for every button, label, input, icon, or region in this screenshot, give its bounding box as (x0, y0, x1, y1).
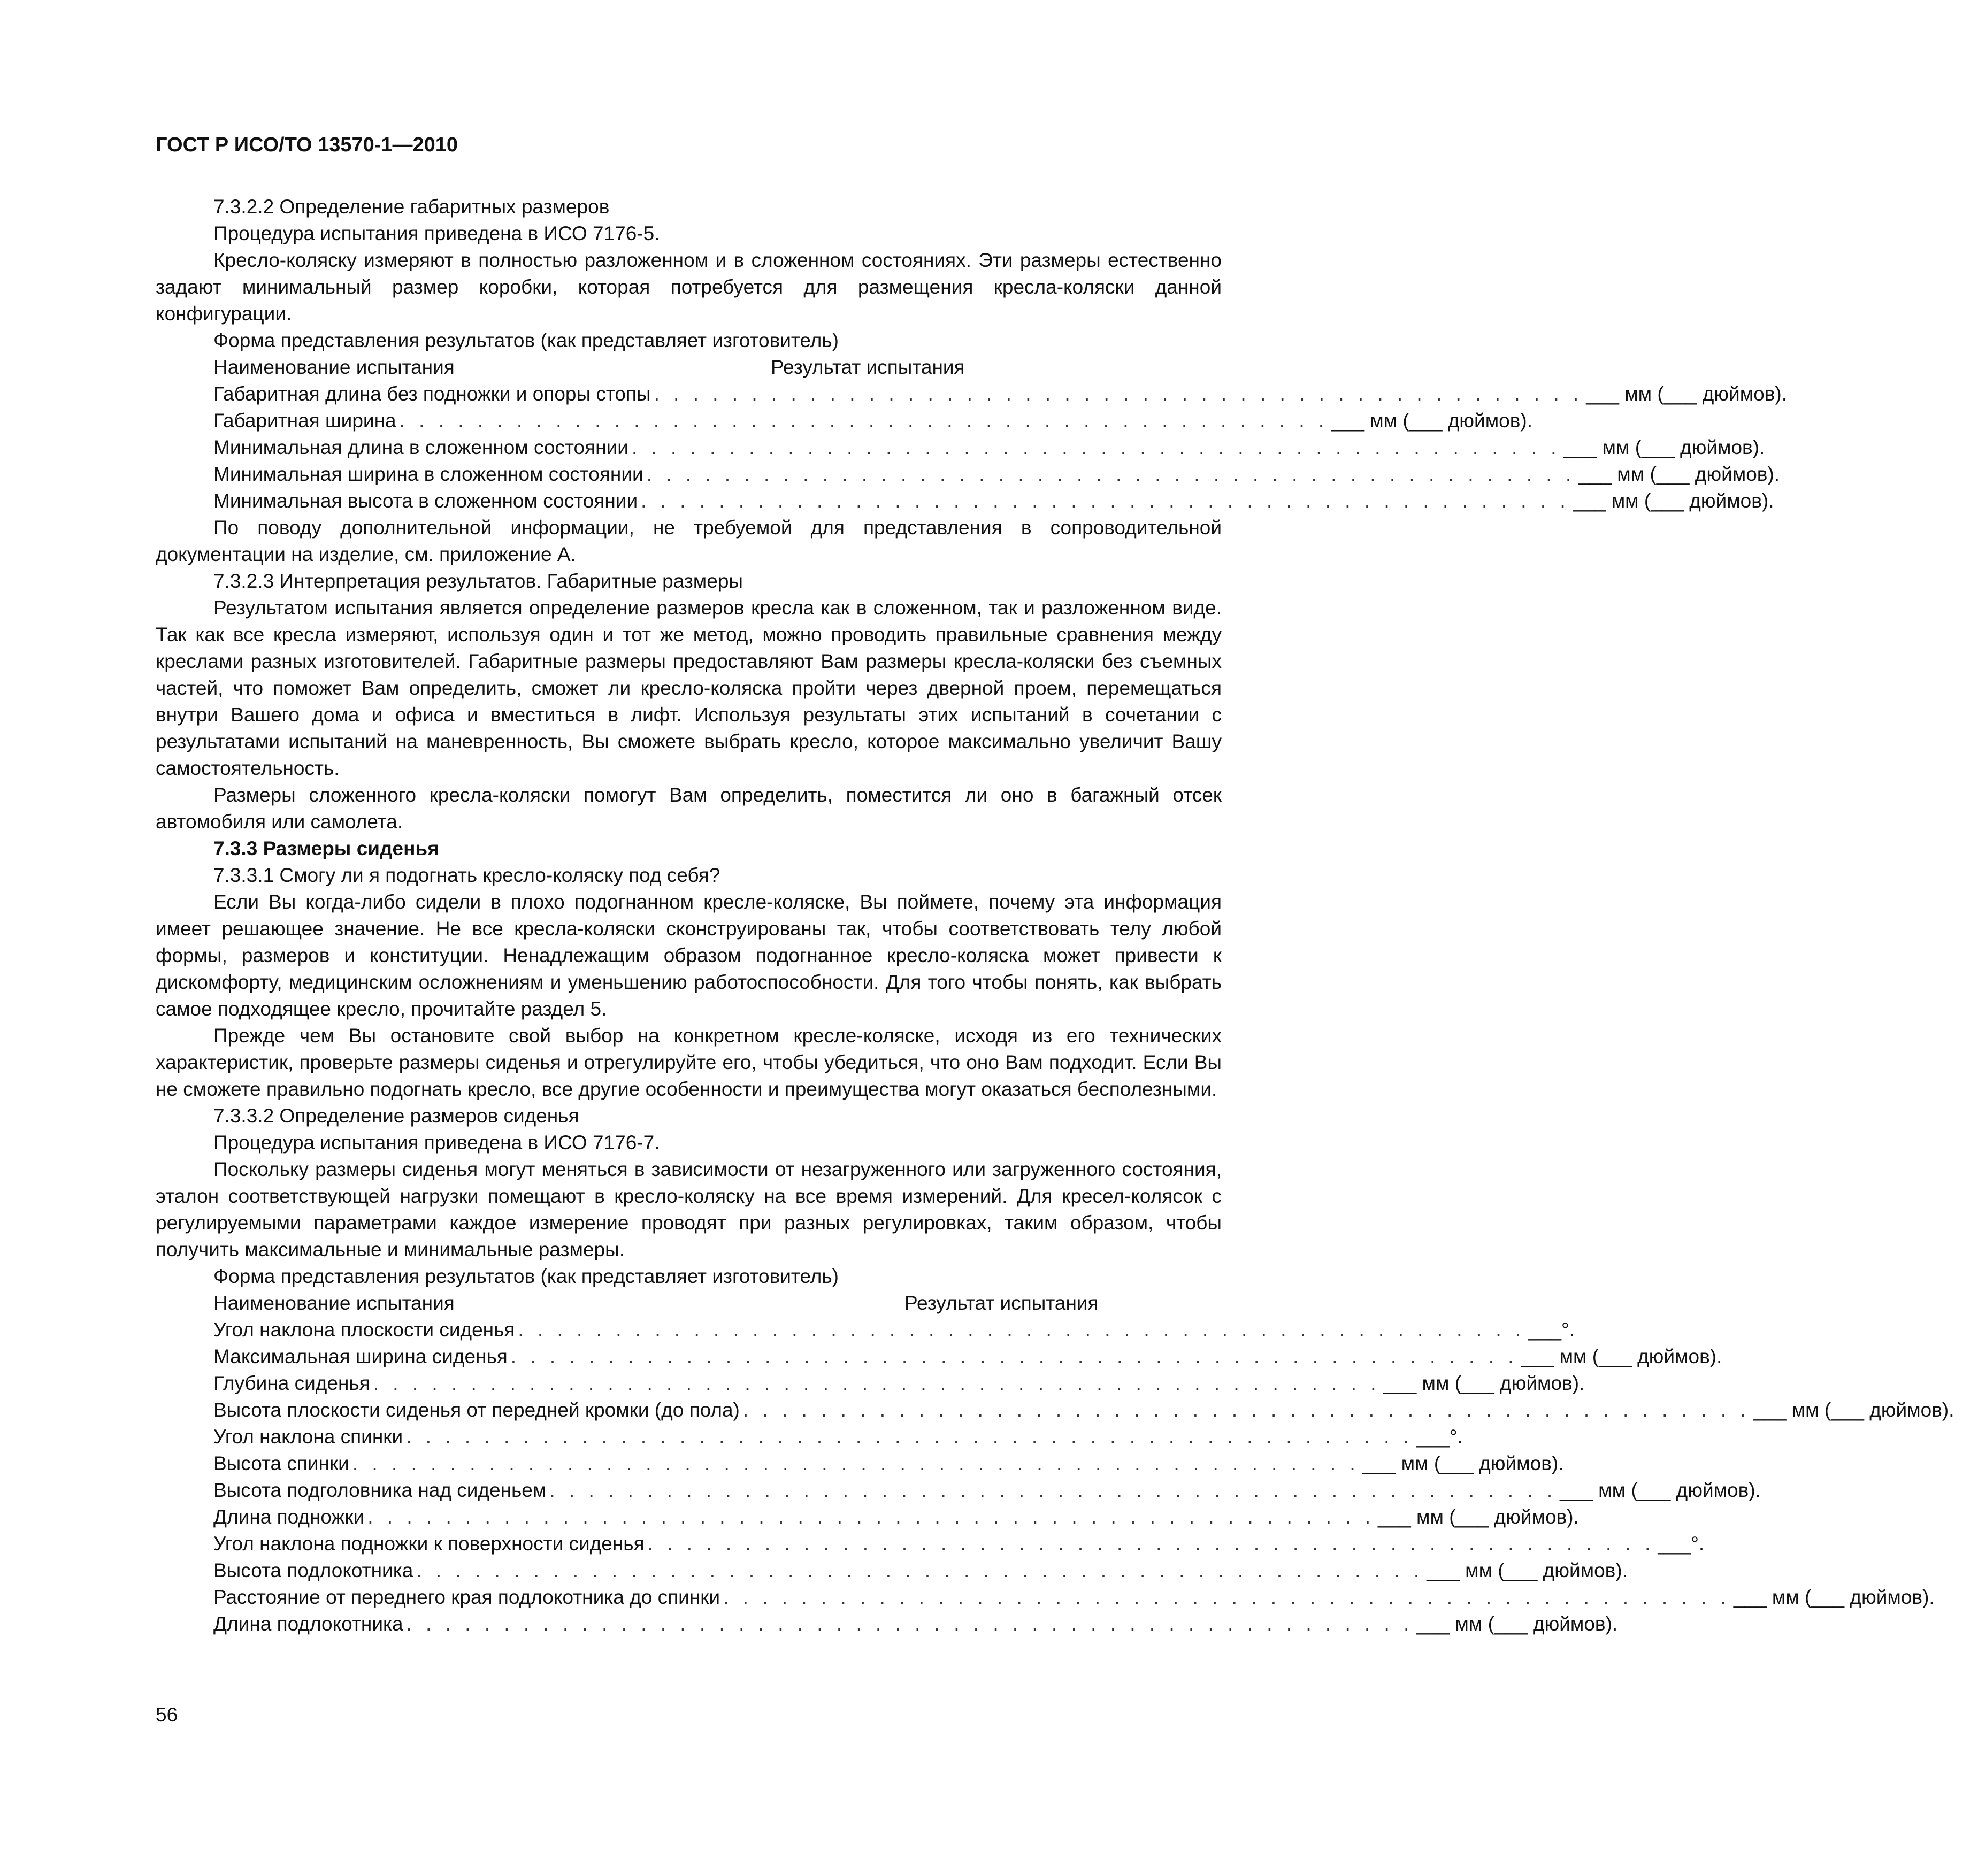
paragraph: Прежде чем Вы остановите свой выбор на конкретном кресле-коляске, исходя из его технических характеристик, проверьте размеры сиденья и отрегулируйте его, чтобы убедиться, что оно Вам подходит. Если Вы не сможете правильно подогнать кресло, все другие особенности и преимущества могут оказаться бесполезными. (156, 1025, 1222, 1100)
document-body (156, 194, 1954, 1637)
row-value: ___°. (1416, 1426, 1463, 1448)
section-title-7322: 7.3.2.2 Определение габаритных размеров (213, 196, 610, 218)
row-value: ___ мм (___ дюймов). (1733, 1586, 1935, 1608)
leader-dots: . . . . . . . . . . . . . . . . . . . . . . . . . . . . . . . . . . . . . . . . . . . . . . . . . . . . (406, 1426, 1413, 1448)
leader-dots: . . . . . . . . . . . . . . . . . . . . . . . . . . . . . . . . . . . . . . . . . . . . . . . . . . . . (549, 1479, 1557, 1501)
leader-dots: . . . . . . . . . . . . . . . . . . . . . . . . . . . . . . . . . . . . . . . . . . . . . . . . . . . . (406, 1613, 1414, 1635)
row-name: Длина подлокотника (213, 1613, 403, 1635)
form-row (156, 1504, 1579, 1531)
paragraph: Результатом испытания является определение размеров кресла как в сложенном, так и разложенном виде. Так как все кресла измеряют, используя один и тот же метод, можно проводить правильные сравнения между креслами разных изготовителей. Габаритные размеры предоставляют Вам размеры кресла-коляски без съемных частей, что поможет Вам определить, сможет ли кресло-коляска пройти через дверной проем, перемещаться внутри Вашего дома и офиса и вместиться в лифт. Используя результаты этих испытаний в сочетании с результатами испытаний на маневренность, Вы сможете выбрать кресло, которое максимально увеличит Вашу самостоятельность. (156, 597, 1222, 779)
form-row (156, 1611, 1618, 1637)
section-title-7331: 7.3.3.1 Смогу ли я подогнать кресло-коляску под себя? (213, 864, 720, 886)
form-row (156, 1343, 1722, 1370)
paragraph: По поводу дополнительной информации, не требуемой для представления в сопроводительной документации на изделие, см. приложение А. (156, 517, 1222, 565)
column-header-result: Результат испытания (904, 1292, 1099, 1314)
row-name: Высота спинки (213, 1452, 349, 1474)
row-name: Угол наклона плоскости сиденья (213, 1319, 515, 1341)
row-name: Длина подножки (213, 1506, 365, 1528)
leader-dots: . . . . . . . . . . . . . . . . . . . . . . . . . . . . . . . . . . . . . . . . . . . . . . . . (646, 463, 1576, 485)
leader-dots: . . . . . . . . . . . . . . . . . . . . . . . . . . . . . . . . . . . . . . . . . . . . . . . . . . . . (647, 1533, 1655, 1555)
row-name: Расстояние от переднего края подлокотника до спинки (213, 1586, 720, 1608)
results-form-overall (156, 354, 1787, 514)
form-row (156, 1424, 1463, 1450)
form-row (156, 1531, 1705, 1557)
form-row (156, 408, 1532, 434)
row-value: ___ мм (___ дюймов). (1521, 1346, 1722, 1367)
column-header-result: Результат испытания (771, 356, 965, 378)
row-value: ___ мм (___ дюймов). (1383, 1372, 1585, 1394)
form-row (156, 1317, 1575, 1343)
row-value: ___ мм (___ дюймов). (1578, 463, 1780, 485)
row-value: ___ мм (___ дюймов). (1416, 1613, 1618, 1635)
leader-dots: . . . . . . . . . . . . . . . . . . . . . . . . . . . . . . . . . . . . . . . . . . . . . . . . (631, 436, 1561, 458)
section-title-733: 7.3.3 Размеры сиденья (213, 837, 439, 859)
form-column-headers (156, 1290, 1129, 1317)
form-row (156, 1370, 1585, 1397)
results-form-seat (156, 1290, 1954, 1637)
row-value: ___ мм (___ дюймов). (1753, 1399, 1954, 1421)
leader-dots: . . . . . . . . . . . . . . . . . . . . . . . . . . . . . . . . . . . . . . . . . . . . . . . . (641, 490, 1570, 512)
row-value: ___ мм (___ дюймов). (1560, 1479, 1761, 1501)
form-row (156, 1450, 1564, 1477)
paragraph: Кресло-коляску измеряют в полностью разложенном и в сложенном состояниях. Эти размеры естественно задают минимальный размер коробки, которая потребуется для размещения кресла-коляски данной конфигурации. (156, 249, 1222, 325)
row-value: ___ мм (___ дюймов). (1586, 383, 1787, 405)
column-header-name: Наименование испытания (213, 1292, 455, 1314)
form-row (156, 488, 1774, 514)
row-value: ___ мм (___ дюймов). (1573, 490, 1774, 512)
row-value: ___°. (1528, 1319, 1575, 1341)
form-row (156, 1477, 1761, 1504)
row-value: ___ мм (___ дюймов). (1362, 1452, 1564, 1474)
leader-dots: . . . . . . . . . . . . . . . . . . . . . . . . . . . . . . . . . . . . . . . . . . . . . . . . . . . . (367, 1506, 1375, 1528)
form-title: Форма представления результатов (как представляет изготовитель) (213, 1265, 839, 1287)
form-row (156, 1397, 1954, 1424)
row-name: Угол наклона спинки (213, 1426, 403, 1448)
row-value: ___ мм (___ дюймов). (1331, 410, 1532, 432)
paragraph: Процедура испытания приведена в ИСО 7176-7. (213, 1132, 660, 1154)
form-row (156, 1557, 1628, 1584)
section-title-7323: 7.3.2.3 Интерпретация результатов. Габаритные размеры (213, 570, 743, 592)
row-name: Габаритная ширина (213, 410, 396, 432)
leader-dots: . . . . . . . . . . . . . . . . . . . . . . . . . . . . . . . . . . . . . . . . . . . . . . . . . . . . (352, 1452, 1360, 1474)
form-row (156, 434, 1765, 461)
form-column-headers (156, 354, 1001, 381)
document-header: ГОСТ Р ИСО/ТО 13570-1—2010 (156, 134, 458, 156)
leader-dots: . . . . . . . . . . . . . . . . . . . . . . . . . . . . . . . . . . . . . . . . . . . . . . . . (399, 410, 1329, 432)
paragraph: Если Вы когда-либо сидели в плохо подогнанном кресле-коляске, Вы поймете, почему эта информация имеет решающее значение. Не все кресла-коляски сконструированы так, чтобы соответствовать телу любой формы, размеров и конституции. Ненадлежащим образом подогнанное кресло-коляска может привести к дискомфорту, медицинским осложнениям и уменьшению работоспособности. Для того чтобы понять, как выбрать самое подходящее кресло, прочитайте раздел 5. (156, 891, 1222, 1020)
row-name: Максимальная ширина сиденья (213, 1346, 508, 1367)
row-name: Глубина сиденья (213, 1372, 370, 1394)
row-name: Высота подлокотника (213, 1559, 413, 1581)
row-name: Минимальная высота в сложенном состоянии (213, 490, 638, 512)
leader-dots: . . . . . . . . . . . . . . . . . . . . . . . . . . . . . . . . . . . . . . . . . . . . . . . . . . . . (518, 1319, 1525, 1341)
paragraph: Размеры сложенного кресла-коляски помогут Вам определить, поместится ли оно в багажный отсек автомобиля или самолета. (156, 784, 1222, 833)
leader-dots: . . . . . . . . . . . . . . . . . . . . . . . . . . . . . . . . . . . . . . . . . . . . . . . . . . . . (742, 1399, 1750, 1421)
leader-dots: . . . . . . . . . . . . . . . . . . . . . . . . . . . . . . . . . . . . . . . . . . . . . . . . (654, 383, 1583, 405)
row-name: Высота плоскости сиденья от передней кромки (до пола) (213, 1399, 740, 1421)
row-value: ___°. (1658, 1533, 1705, 1555)
leader-dots: . . . . . . . . . . . . . . . . . . . . . . . . . . . . . . . . . . . . . . . . . . . . . . . . . . . . (373, 1372, 1381, 1394)
column-header-name: Наименование испытания (213, 356, 455, 378)
row-value: ___ мм (___ дюймов). (1378, 1506, 1579, 1528)
row-name: Минимальная ширина в сложенном состоянии (213, 463, 643, 485)
row-name: Высота подголовника над сиденьем (213, 1479, 547, 1501)
page-number: 56 (156, 1704, 178, 1726)
form-title: Форма представления результатов (как представляет изготовитель) (213, 329, 839, 351)
paragraph: Поскольку размеры сиденья могут меняться в зависимости от незагруженного или загруженного состояния, эталон соответствующей нагрузки помещают в кресло-коляску на все время измерений. Для кресел-колясок с регулируемыми параметрами каждое измерение проводят при разных регулировках, таким образом, чтобы получить максимальные и минимальные размеры. (156, 1158, 1222, 1260)
row-value: ___ мм (___ дюймов). (1427, 1559, 1628, 1581)
leader-dots: . . . . . . . . . . . . . . . . . . . . . . . . . . . . . . . . . . . . . . . . . . . . . . . . . . . . (510, 1346, 1518, 1367)
leader-dots: . . . . . . . . . . . . . . . . . . . . . . . . . . . . . . . . . . . . . . . . . . . . . . . . . . . . (723, 1586, 1730, 1608)
form-row (156, 381, 1787, 408)
row-name: Угол наклона подножки к поверхности сиденья (213, 1533, 645, 1555)
form-row (156, 461, 1780, 488)
section-title-7332: 7.3.3.2 Определение размеров сиденья (213, 1105, 579, 1127)
form-row (156, 1584, 1935, 1611)
paragraph: Процедура испытания приведена в ИСО 7176-5. (213, 222, 660, 244)
row-value: ___ мм (___ дюймов). (1563, 436, 1765, 458)
leader-dots: . . . . . . . . . . . . . . . . . . . . . . . . . . . . . . . . . . . . . . . . . . . . . . . . . . . . (416, 1559, 1424, 1581)
row-name: Габаритная длина без подножки и опоры стопы (213, 383, 651, 405)
row-name: Минимальная длина в сложенном состоянии (213, 436, 628, 458)
